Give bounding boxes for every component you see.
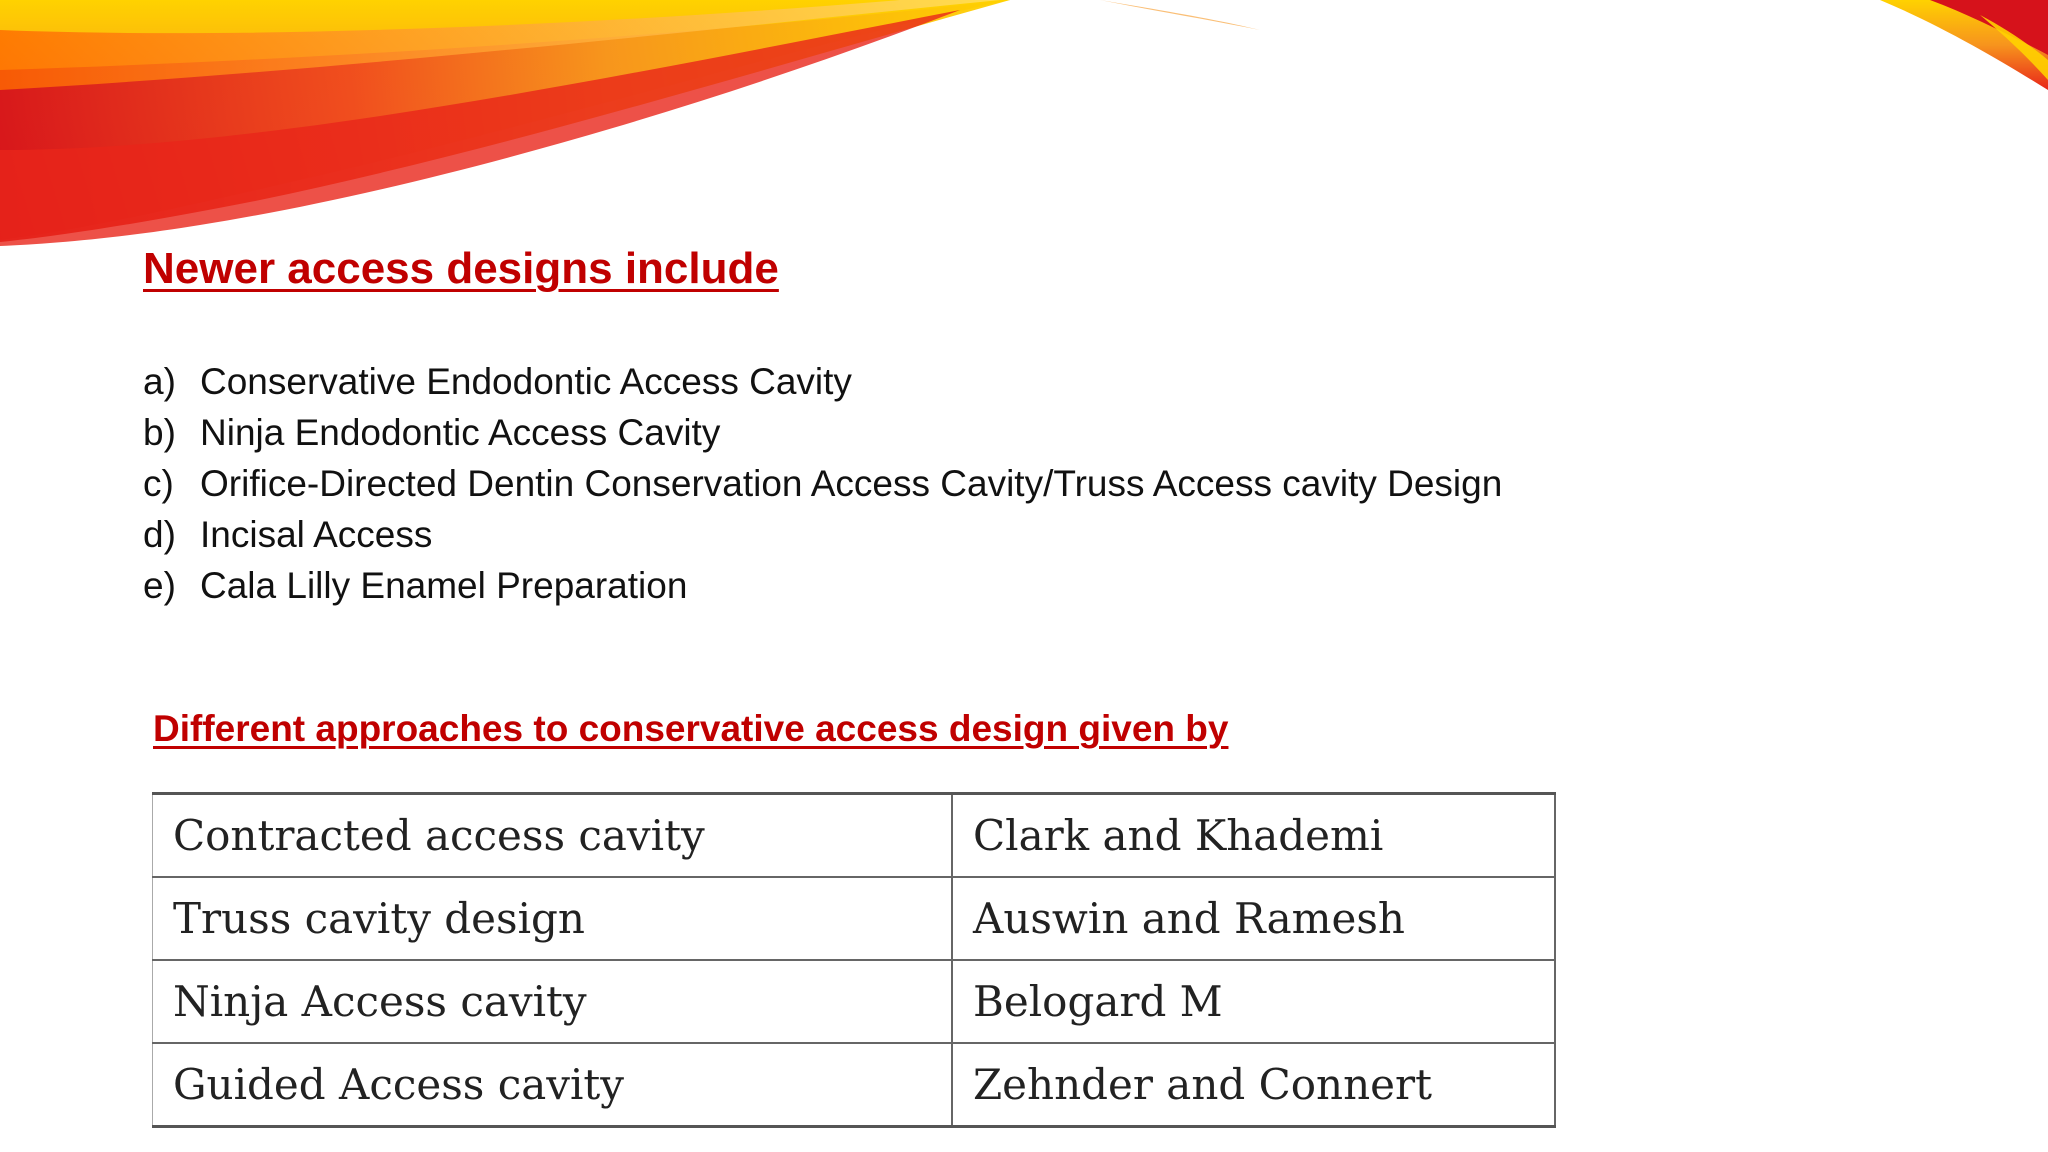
design-cell: Ninja Access cavity	[153, 960, 953, 1043]
slide-title: Newer access designs include	[143, 244, 779, 293]
list-item-text: Incisal Access	[200, 514, 433, 555]
list-marker: d)	[143, 514, 176, 555]
author-cell: Clark and Khademi	[952, 794, 1555, 878]
list-item	[143, 356, 1502, 407]
table-heading: Different approaches to conservative access design given by	[153, 708, 1229, 749]
list-item-text: Ninja Endodontic Access Cavity	[200, 412, 721, 453]
author-cell: Belogard M	[952, 960, 1555, 1043]
list-marker: b)	[143, 412, 176, 453]
author-cell: Auswin and Ramesh	[952, 877, 1555, 960]
list-marker: e)	[143, 565, 176, 606]
list-marker: c)	[143, 463, 174, 504]
approaches-table	[152, 792, 1556, 1128]
design-cell: Guided Access cavity	[153, 1043, 953, 1127]
table-row	[153, 877, 1556, 960]
table-row	[153, 794, 1556, 878]
decorative-swoosh-banner	[0, 0, 2048, 260]
list-item	[143, 560, 1502, 611]
design-cell: Truss cavity design	[153, 877, 953, 960]
list-marker: a)	[143, 361, 176, 402]
design-cell: Contracted access cavity	[153, 794, 953, 878]
table-row	[153, 1043, 1556, 1127]
list-item-text: Cala Lilly Enamel Preparation	[200, 565, 688, 606]
list-item	[143, 458, 1502, 509]
list-item	[143, 407, 1502, 458]
author-cell: Zehnder and Connert	[952, 1043, 1555, 1127]
list-item	[143, 509, 1502, 560]
table-row	[153, 960, 1556, 1043]
list-item-text: Conservative Endodontic Access Cavity	[200, 361, 852, 402]
access-designs-list	[143, 356, 1502, 611]
list-item-text: Orifice-Directed Dentin Conservation Access Cavity/Truss Access cavity Design	[200, 463, 1503, 504]
